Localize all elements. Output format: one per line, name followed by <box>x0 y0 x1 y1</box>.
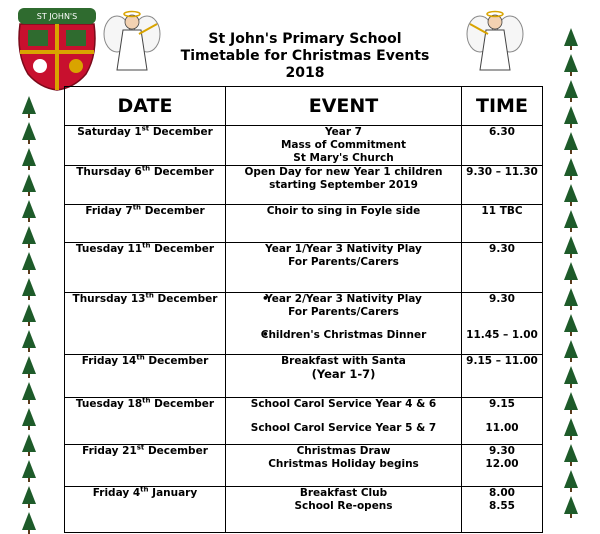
tree-icon <box>564 418 578 436</box>
angel-right-icon <box>466 8 524 74</box>
school-crest-icon <box>14 4 100 92</box>
tree-icon <box>564 288 578 306</box>
tree-icon <box>564 80 578 98</box>
header-row <box>65 87 543 126</box>
page-heading <box>170 31 440 82</box>
date-cell: Friday 4th January <box>65 487 226 533</box>
event-cell: Breakfast with Santa (Year 1-7) <box>226 355 462 398</box>
date-cell: Friday 21st December <box>65 445 226 487</box>
tree-icon <box>564 236 578 254</box>
time-cell: 9.30 11.45 – 1.00 <box>462 293 543 355</box>
tree-icon <box>22 460 36 478</box>
table-row <box>65 126 543 166</box>
tree-icon <box>22 408 36 426</box>
table-row <box>65 293 543 355</box>
table-row <box>65 166 543 205</box>
tree-icon <box>22 512 36 530</box>
tree-icon <box>22 226 36 244</box>
page-title: Timetable for Christmas Events 2018 <box>180 48 430 81</box>
tree-icon <box>22 252 36 270</box>
tree-icon <box>22 174 36 192</box>
tree-icon <box>22 486 36 504</box>
table-row <box>65 445 543 487</box>
time-header: TIME <box>462 87 543 126</box>
angel-left-icon <box>103 8 161 74</box>
event-cell: Year 1/Year 3 Nativity Play For Parents/Carers <box>226 243 462 293</box>
tree-icon <box>22 356 36 374</box>
event-cell: Breakfast Club School Re-opens <box>226 487 462 533</box>
time-cell: 9.30 – 11.30 <box>462 166 543 205</box>
date-cell: Tuesday 11th December <box>65 243 226 293</box>
tree-icon <box>22 200 36 218</box>
tree-icon <box>564 366 578 384</box>
tree-icon <box>22 96 36 114</box>
time-cell: 11 TBC <box>462 205 543 243</box>
tree-icon <box>22 382 36 400</box>
tree-icon <box>564 392 578 410</box>
bullet-item: • Children's Christmas Dinner <box>226 329 461 342</box>
tree-icon <box>22 122 36 140</box>
tree-icon <box>564 184 578 202</box>
event-cell: Year 7 Mass of Commitment St Mary's Church <box>226 126 462 166</box>
event-cell: Christmas Draw Christmas Holiday begins <box>226 445 462 487</box>
table-row <box>65 398 543 445</box>
date-cell: Friday 7th December <box>65 205 226 243</box>
event-cell: Open Day for new Year 1 children starting September 2019 <box>226 166 462 205</box>
timetable <box>64 86 543 533</box>
time-cell: 9.15 11.00 <box>462 398 543 445</box>
date-cell: Thursday 6th December <box>65 166 226 205</box>
time-cell: 9.30 12.00 <box>462 445 543 487</box>
tree-icon <box>22 304 36 322</box>
table-row <box>65 355 543 398</box>
tree-icon <box>22 330 36 348</box>
tree-icon <box>564 158 578 176</box>
date-header: DATE <box>65 87 226 126</box>
tree-icon <box>564 340 578 358</box>
tree-icon <box>564 54 578 72</box>
date-cell: Saturday 1st December <box>65 126 226 166</box>
right-tree-border <box>564 0 580 526</box>
tree-icon <box>564 28 578 46</box>
event-cell: School Carol Service Year 4 & 6 School Carol Service Year 5 & 7 <box>226 398 462 445</box>
time-cell: 8.00 8.55 <box>462 487 543 533</box>
event-cell: Choir to sing in Foyle side <box>226 205 462 243</box>
tree-icon <box>564 496 578 514</box>
event-header: EVENT <box>226 87 462 126</box>
school-name: St John's Primary School <box>208 31 402 47</box>
tree-icon <box>564 132 578 150</box>
tree-icon <box>22 434 36 452</box>
event-cell <box>226 293 462 355</box>
date-cell: Thursday 13th December <box>65 293 226 355</box>
tree-icon <box>564 210 578 228</box>
time-cell: 6.30 <box>462 126 543 166</box>
date-cell: Friday 14th December <box>65 355 226 398</box>
date-cell: Tuesday 18th December <box>65 398 226 445</box>
bullet-item: • Year 2/Year 3 Nativity Play For Parents/Carers <box>226 293 461 319</box>
tree-icon <box>564 470 578 488</box>
tree-icon <box>564 106 578 124</box>
tree-icon <box>564 262 578 280</box>
crest-text: ST JOHN'S <box>36 12 78 21</box>
time-cell: 9.15 – 11.00 <box>462 355 543 398</box>
tree-icon <box>22 278 36 296</box>
tree-icon <box>22 148 36 166</box>
tree-icon <box>564 444 578 462</box>
tree-icon <box>564 314 578 332</box>
table-row <box>65 205 543 243</box>
time-cell: 9.30 <box>462 243 543 293</box>
table-row <box>65 243 543 293</box>
